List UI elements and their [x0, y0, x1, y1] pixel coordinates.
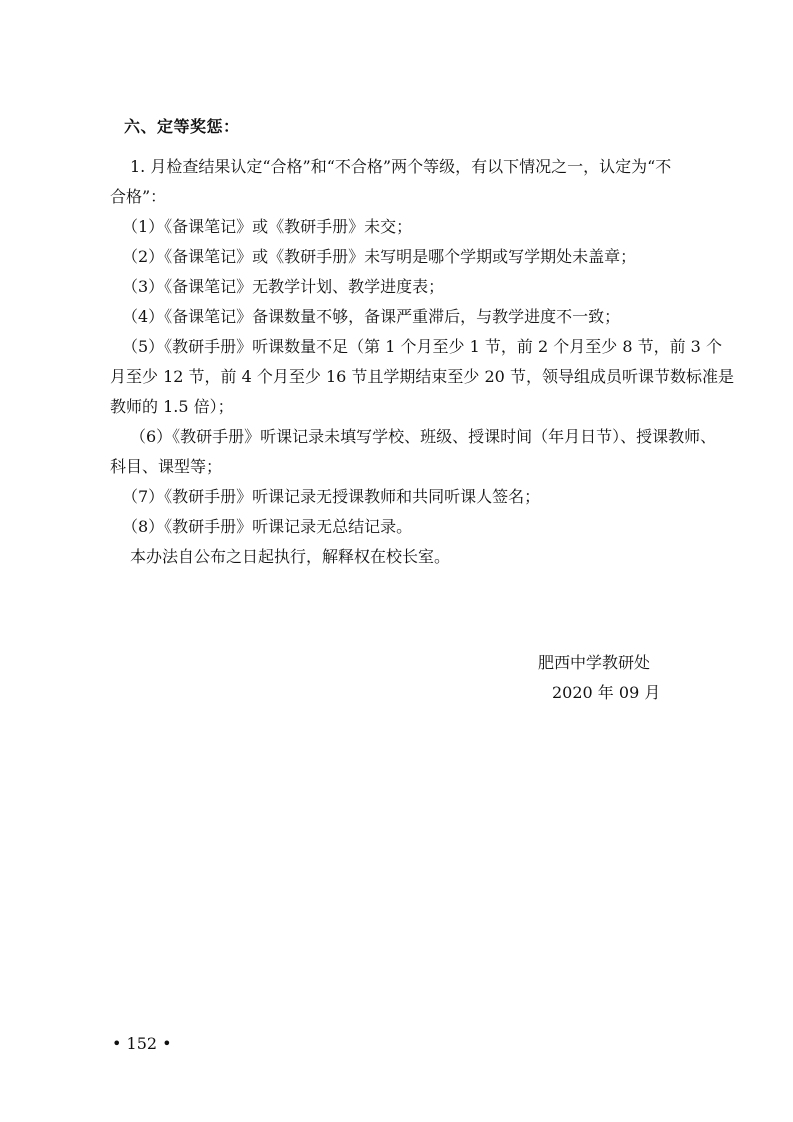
signature-date: 2020 年 09 月: [552, 683, 661, 702]
sub-item-2: （2）《备课笔记》或《教研手册》未写明是哪个学期或写学期处未盖章；: [122, 247, 637, 266]
sub-item-6-line2: 科目、课型等；: [110, 457, 223, 476]
sub-item-6-line1: （6）《教研手册》听课记录未填写学校、班级、授课时间（年月日节）、授课教师、: [130, 427, 717, 446]
sub-item-5-line3: 教师的 1.5 倍）；: [110, 397, 234, 416]
sub-item-7: （7）《教研手册》听课记录无授课教师和共同听课人签名；: [122, 487, 541, 506]
item1-line1: 1. 月检查结果认定“合格”和“不合格”两个等级，有以下情况之一，认定为“不: [130, 157, 672, 176]
sub-item-5-line2: 月至少 12 节，前 4 个月至少 16 节且学期结束至少 20 节，领导组成员听课节数标准是: [110, 367, 734, 386]
sub-item-3: （3）《备课笔记》无教学计划、教学进度表；: [122, 277, 445, 296]
section-heading: 六、定等奖惩：: [124, 117, 240, 136]
closing-statement: 本办法自公布之日起执行，解释权在校长室。: [130, 547, 451, 566]
page-number: • 152 •: [112, 1034, 172, 1053]
sub-item-5-line1: （5）《教研手册》听课数量不足（第 1 个月至少 1 节，前 2 个月至少 8 节，前 3 个: [122, 337, 722, 356]
item1-line2: 合格”：: [110, 187, 167, 206]
sub-item-8: （8）《教研手册》听课记录无总结记录。: [122, 517, 413, 536]
signature-org: 肥西中学教研处: [538, 653, 651, 672]
document-body: [110, 152, 734, 572]
signature-block: [538, 648, 660, 708]
sub-item-4: （4）《备课笔记》备课数量不够，备课严重滞后，与教学进度不一致；: [122, 307, 621, 326]
sub-item-1: （1）《备课笔记》或《教研手册》未交；: [122, 217, 413, 236]
